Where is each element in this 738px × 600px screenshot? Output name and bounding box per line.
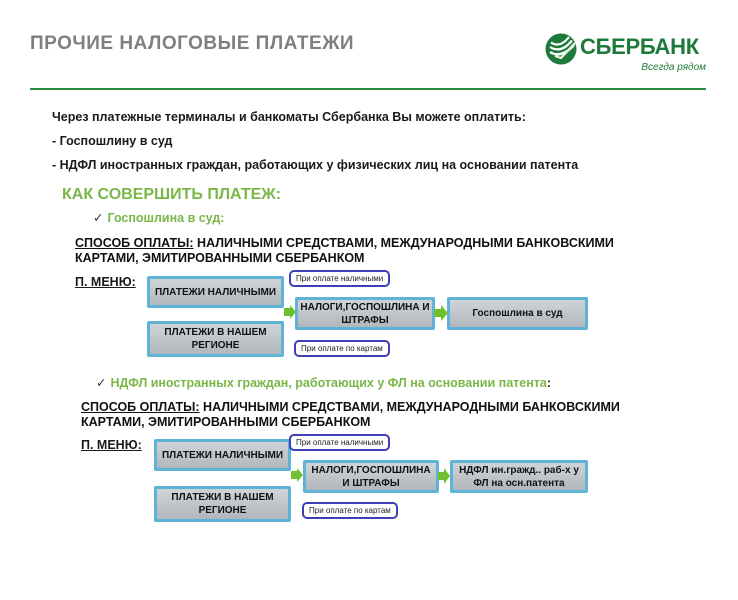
box-ndfl-patent: НДФЛ ин.гражд.. раб-х у ФЛ на осн.патента <box>450 460 588 493</box>
box-cash-payments: ПЛАТЕЖИ НАЛИЧНЫМИ <box>147 276 284 308</box>
page-title: ПРОЧИЕ НАЛОГОВЫЕ ПЛАТЕЖИ <box>30 33 355 54</box>
callout-cards: При оплате по картам <box>302 502 398 519</box>
menu-label: П. МЕНЮ: <box>81 438 142 452</box>
arrow-right-icon <box>291 468 303 482</box>
payment-method-label: СПОСОБ ОПЛАТЫ: <box>81 400 200 414</box>
payment-method-label: СПОСОБ ОПЛАТЫ: <box>75 236 194 250</box>
callout-cash: При оплате наличными <box>289 270 390 287</box>
box-taxes-fees-fines: НАЛОГИ,ГОСПОШЛИНА И ШТРАФЫ <box>303 460 439 493</box>
box-cash-payments: ПЛАТЕЖИ НАЛИЧНЫМИ <box>154 439 291 471</box>
box-taxes-fees-fines: НАЛОГИ,ГОСПОШЛИНА И ШТРАФЫ <box>295 297 435 330</box>
sberbank-logo <box>544 30 714 80</box>
payment-method-value-cont: КАРТАМИ, ЭМИТИРОВАННЫМИ СБЕРБАНКОМ <box>81 415 371 429</box>
section-heading-text: Госпошлина в суд: <box>107 211 225 225</box>
sberbank-logo-icon <box>544 32 578 66</box>
check-icon: ✓ <box>96 376 107 390</box>
arrow-right-icon <box>438 468 450 484</box>
check-icon: ✓ <box>93 211 104 225</box>
section-heading-court-fee <box>93 210 224 225</box>
payment-method <box>81 400 701 430</box>
box-regional-payments: ПЛАТЕЖИ В НАШЕМ РЕГИОНЕ <box>147 321 284 357</box>
box-regional-payments: ПЛАТЕЖИ В НАШЕМ РЕГИОНЕ <box>154 486 291 522</box>
intro-lead: Через платежные терминалы и банкоматы Сбербанка Вы можете оплатить: <box>52 110 526 124</box>
arrow-right-icon <box>284 305 296 319</box>
callout-cards: При оплате по картам <box>294 340 390 357</box>
payment-method <box>75 236 695 266</box>
section-heading-ndfl <box>96 375 551 390</box>
menu-label: П. МЕНЮ: <box>75 275 136 289</box>
box-court-fee: Госпошлина в суд <box>447 297 588 330</box>
section-heading-colon: : <box>546 376 552 390</box>
arrow-right-icon <box>434 305 448 321</box>
intro-item: - НДФЛ иностранных граждан, работающих у физических лиц на основании патента <box>52 158 579 172</box>
intro-item: - Госпошлину в суд <box>52 134 173 148</box>
header-divider <box>30 88 706 90</box>
payment-method-value: НАЛИЧНЫМИ СРЕДСТВАМИ, МЕЖДУНАРОДНЫМИ БАНКОВСКИМИ <box>199 400 620 414</box>
callout-cash: При оплате наличными <box>289 434 390 451</box>
payment-method-value-cont: КАРТАМИ, ЭМИТИРОВАННЫМИ СБЕРБАНКОМ <box>75 251 365 265</box>
payment-method-value: НАЛИЧНЫМИ СРЕДСТВАМИ, МЕЖДУНАРОДНЫМИ БАНКОВСКИМИ <box>193 236 614 250</box>
logo-wordmark: СБЕРБАНК <box>580 34 699 59</box>
section-heading-text: НДФЛ иностранных граждан, работающих у ФЛ на основании патента <box>110 376 547 390</box>
logo-tagline: Всегда рядом <box>641 62 706 73</box>
how-to-title: КАК СОВЕРШИТЬ ПЛАТЕЖ: <box>62 186 282 203</box>
